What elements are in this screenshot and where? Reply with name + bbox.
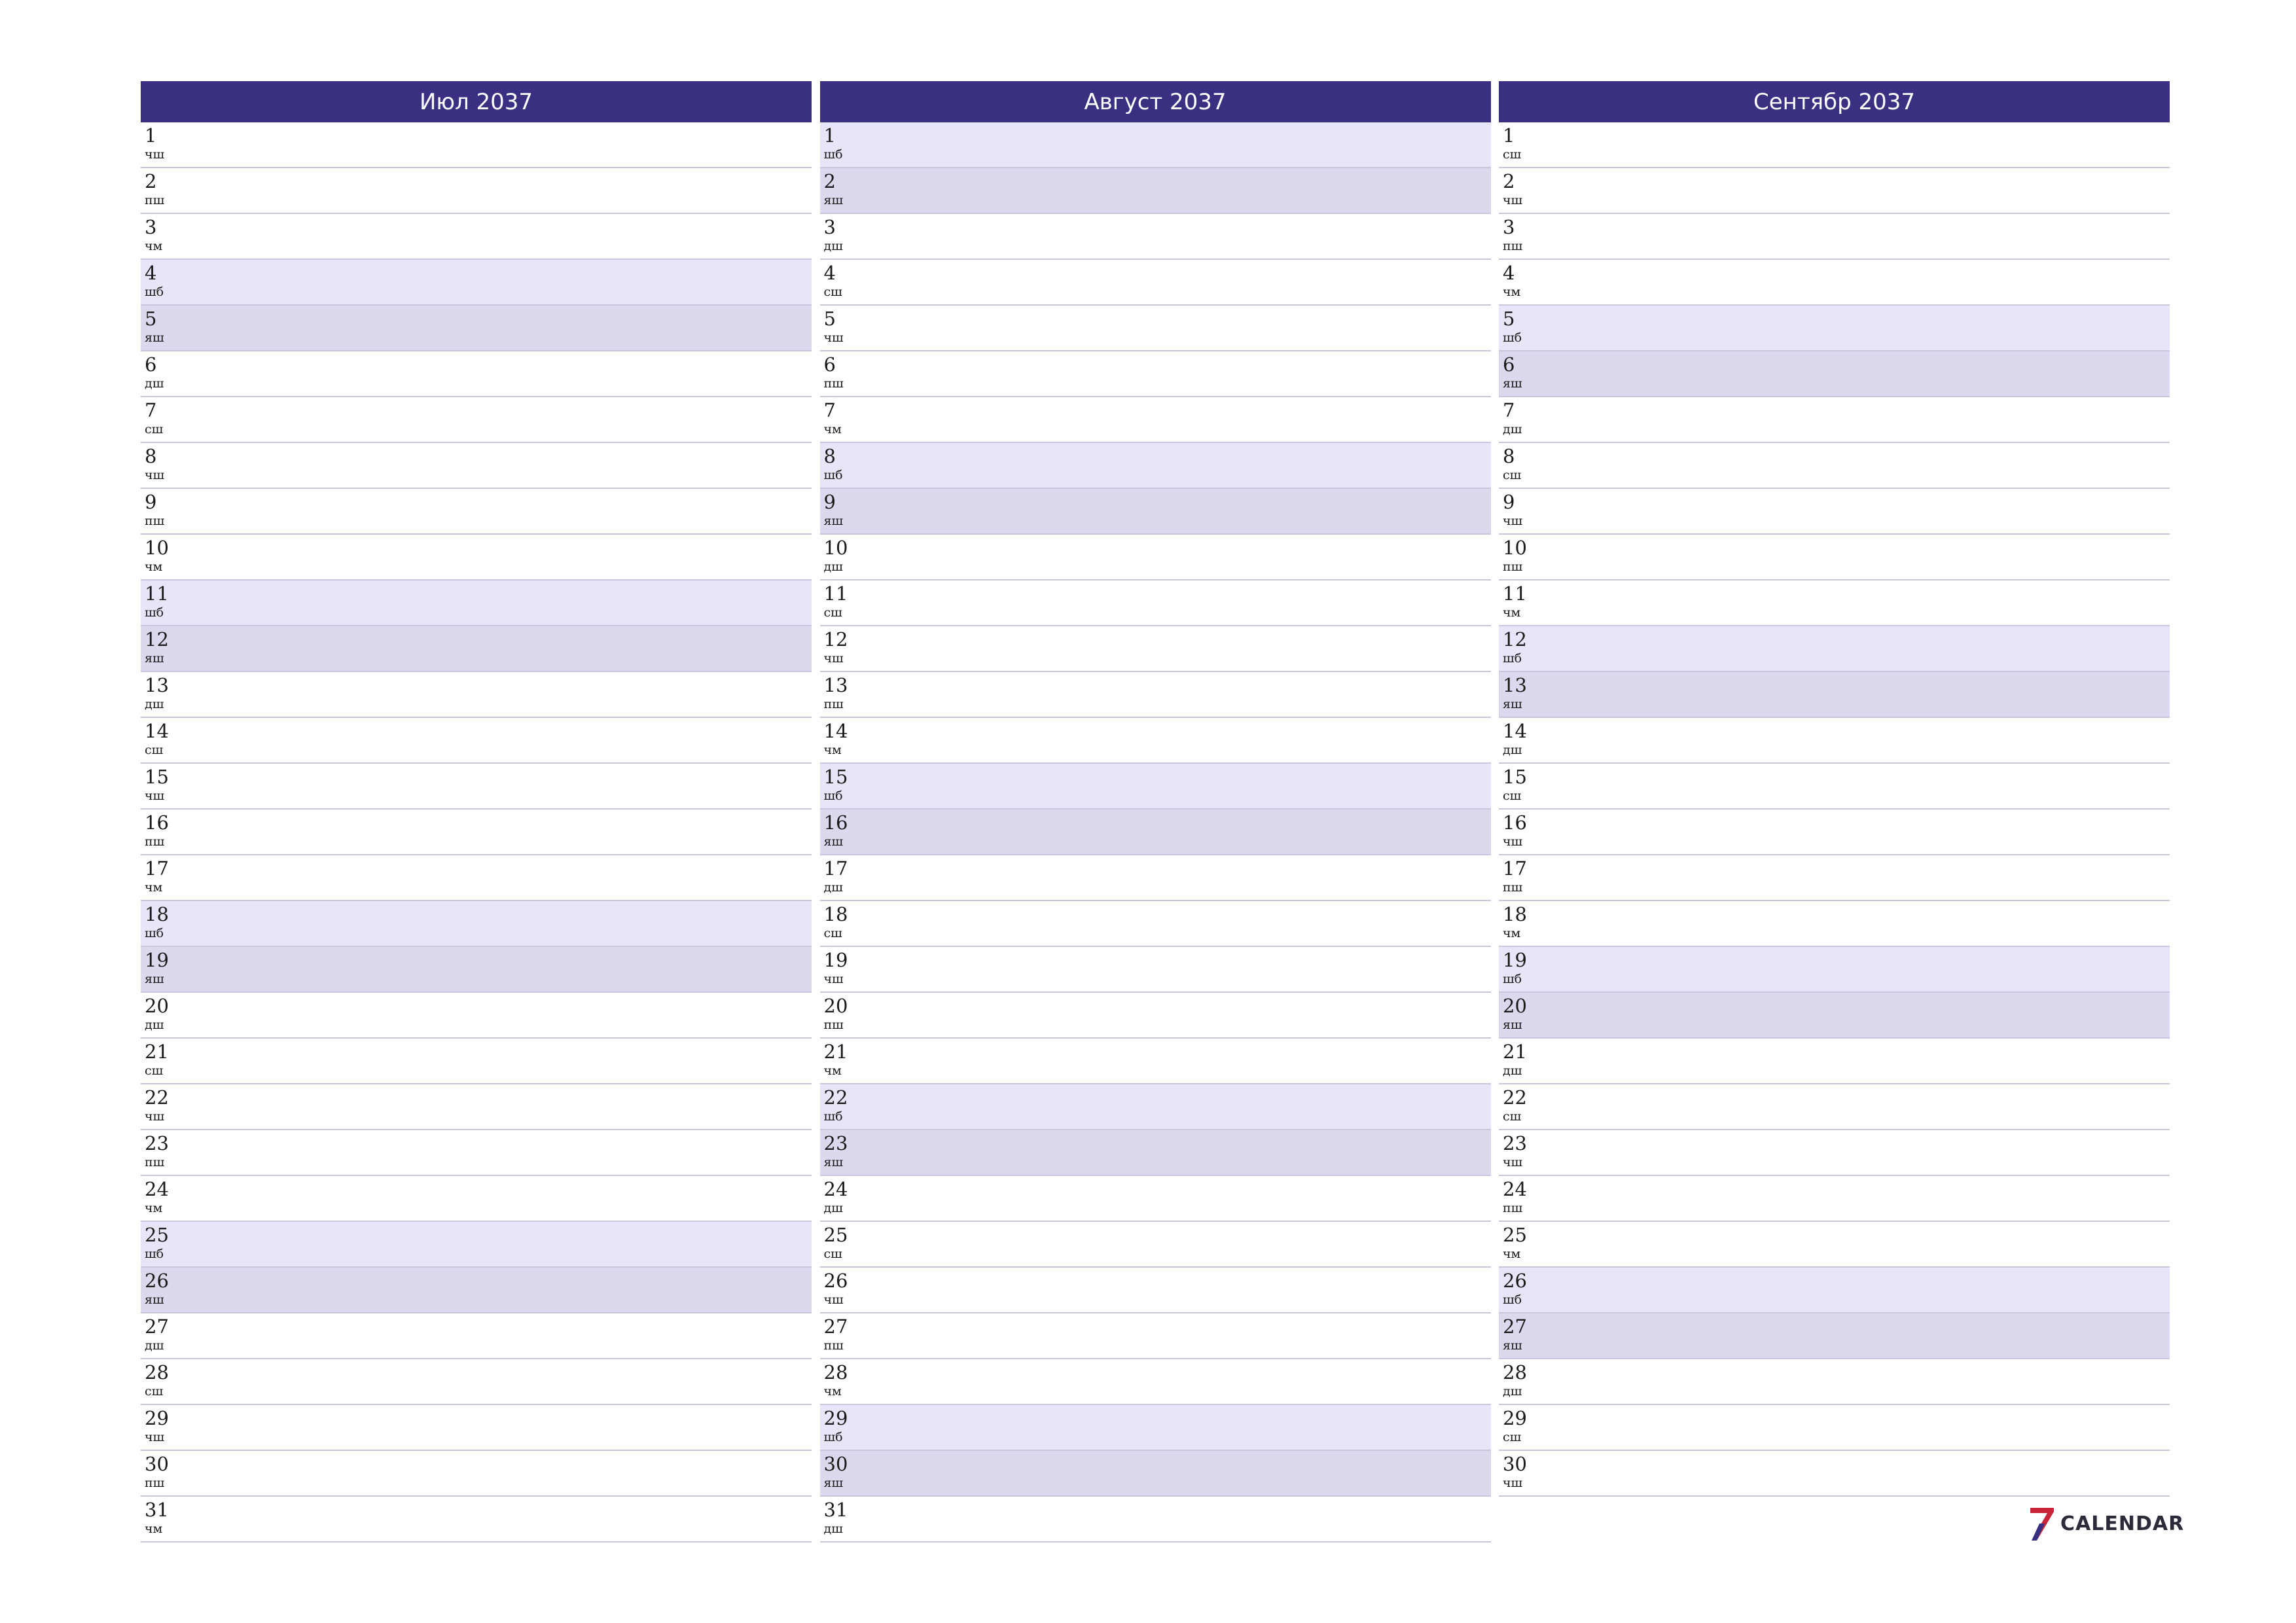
day-number: 21 [145,1041,169,1063]
day-weekday: яш [145,972,164,986]
day-number: 20 [823,995,848,1017]
day-number: 4 [823,262,836,284]
day-row [141,443,812,489]
day-number: 13 [823,674,848,696]
day-weekday: дш [1503,743,1522,757]
day-number: 8 [1503,445,1515,467]
day-number: 3 [145,216,157,238]
day-number: 14 [145,720,169,742]
day-weekday: дш [823,560,843,574]
day-weekday: яш [1503,1338,1522,1353]
day-weekday: пш [823,1338,844,1353]
day-row [820,1222,1491,1268]
day-weekday: чм [1503,926,1521,940]
day-weekday: чш [823,651,844,666]
day-row [141,397,812,443]
day-weekday: сш [823,285,842,299]
day-row [820,672,1491,718]
day-row [1499,947,2170,993]
day-row [1499,1268,2170,1313]
day-number: 27 [145,1315,169,1338]
day-number: 23 [145,1132,169,1154]
day-weekday: пш [1503,880,1523,895]
day-weekday: чм [1503,605,1521,620]
day-row [1499,1359,2170,1405]
day-number: 15 [1503,766,1527,788]
day-number: 31 [823,1499,848,1521]
day-row [141,718,812,764]
day-row [1499,1130,2170,1176]
day-number: 26 [1503,1270,1527,1292]
month-title: Август 2037 [820,81,1491,122]
day-weekday: чш [145,468,165,482]
brand-text: CALENDAR [2060,1512,2185,1535]
day-number: 24 [823,1178,848,1200]
day-number: 21 [1503,1041,1527,1063]
day-row [141,947,812,993]
day-weekday: чм [823,1384,842,1399]
day-row [820,580,1491,626]
day-row [820,489,1491,535]
day-number: 6 [823,353,836,376]
day-row [1499,1405,2170,1451]
day-row [1499,1313,2170,1359]
day-number: 11 [1503,582,1527,605]
day-row [820,764,1491,810]
day-number: 1 [1503,124,1515,147]
day-number: 25 [1503,1224,1527,1246]
day-row [141,764,812,810]
day-number: 27 [1503,1315,1527,1338]
day-row [820,718,1491,764]
day-row [820,260,1491,306]
day-weekday: пш [145,1155,165,1169]
day-weekday: сш [145,1063,164,1078]
day-weekday: чм [145,560,163,574]
day-row [820,122,1491,168]
day-number: 10 [1503,537,1527,559]
day-number: 23 [823,1132,848,1154]
day-row [820,535,1491,580]
day-weekday: дш [1503,1063,1522,1078]
day-row [141,1268,812,1313]
day-number: 29 [823,1407,848,1429]
day-number: 22 [823,1086,848,1109]
day-number: 12 [1503,628,1527,651]
day-number: 3 [1503,216,1515,238]
day-row [141,580,812,626]
day-row [1499,1039,2170,1084]
day-number: 30 [823,1453,848,1475]
day-weekday: дш [823,1201,843,1215]
day-row [141,306,812,351]
day-row [1499,718,2170,764]
day-weekday: пш [823,697,844,711]
day-row [141,672,812,718]
day-weekday: пш [145,193,165,207]
day-row [141,260,812,306]
day-number: 25 [145,1224,169,1246]
brand-logo [2028,1505,2184,1542]
day-weekday: сш [1503,1109,1522,1124]
day-number: 11 [823,582,848,605]
day-weekday: шб [1503,330,1522,345]
day-number: 9 [1503,491,1515,513]
day-row [1499,489,2170,535]
day-number: 6 [145,353,157,376]
day-number: 6 [1503,353,1515,376]
day-row [1499,993,2170,1039]
day-weekday: пш [823,376,844,391]
day-row [141,489,812,535]
day-weekday: сш [823,605,842,620]
day-row [141,168,812,214]
day-number: 5 [145,308,157,330]
day-weekday: дш [1503,1384,1522,1399]
day-weekday: дш [145,376,164,391]
day-weekday: чм [145,1201,163,1215]
day-row [1499,626,2170,672]
day-weekday: яш [823,1155,844,1169]
day-row [820,351,1491,397]
day-number: 9 [145,491,157,513]
day-weekday: шб [145,285,164,299]
day-row [1499,214,2170,260]
day-row [820,810,1491,855]
months-container [141,81,2170,1543]
day-number: 20 [1503,995,1527,1017]
day-row [141,1176,812,1222]
day-row [820,443,1491,489]
day-row [820,1359,1491,1405]
day-number: 16 [1503,812,1527,834]
day-number: 26 [145,1270,169,1292]
day-row [1499,810,2170,855]
day-row [141,626,812,672]
day-number: 10 [145,537,169,559]
day-list [1499,122,2170,1497]
day-number: 1 [145,124,157,147]
day-number: 18 [145,903,169,925]
day-weekday: чм [145,880,163,895]
day-weekday: дш [145,1018,164,1032]
day-number: 28 [823,1361,848,1383]
day-row [1499,397,2170,443]
day-weekday: чш [823,972,844,986]
day-list [141,122,812,1543]
day-number: 13 [1503,674,1527,696]
day-weekday: чш [1503,1155,1523,1169]
day-row [1499,168,2170,214]
day-weekday: чм [145,1522,163,1536]
day-weekday: яш [145,1293,164,1307]
day-weekday: чм [145,239,163,253]
day-number: 5 [823,308,836,330]
day-weekday: шб [823,147,843,162]
day-weekday: сш [1503,147,1522,162]
day-row [141,1222,812,1268]
day-weekday: чш [1503,514,1523,528]
day-weekday: яш [823,193,844,207]
month-august [820,81,1491,1543]
day-weekday: дш [145,1338,164,1353]
day-row [1499,901,2170,947]
day-row [1499,260,2170,306]
day-row [141,1405,812,1451]
day-row [820,1084,1491,1130]
day-row [820,901,1491,947]
day-row [820,1497,1491,1543]
day-number: 17 [823,857,848,880]
day-weekday: чш [145,147,165,162]
day-row [141,214,812,260]
day-row [141,1451,812,1497]
day-row [820,1313,1491,1359]
day-row [820,947,1491,993]
day-number: 8 [823,445,836,467]
day-number: 10 [823,537,848,559]
day-number: 19 [145,949,169,971]
day-weekday: чш [145,1109,165,1124]
day-row [1499,122,2170,168]
day-number: 2 [1503,170,1515,192]
day-number: 4 [145,262,157,284]
day-row [1499,535,2170,580]
day-weekday: шб [823,789,843,803]
day-row [1499,1222,2170,1268]
day-weekday: шб [1503,651,1522,666]
day-row [141,122,812,168]
day-weekday: чш [145,1430,165,1444]
day-number: 27 [823,1315,848,1338]
month-title: Июл 2037 [141,81,812,122]
day-number: 21 [823,1041,848,1063]
day-weekday: шб [823,468,843,482]
day-weekday: яш [823,514,844,528]
day-row [820,214,1491,260]
day-number: 17 [145,857,169,880]
day-row [1499,351,2170,397]
day-number: 18 [1503,903,1527,925]
day-weekday: сш [145,743,164,757]
day-row [820,1268,1491,1313]
seven-logo-icon [2028,1505,2056,1542]
day-row [820,168,1491,214]
day-row [820,1405,1491,1451]
day-number: 29 [1503,1407,1527,1429]
day-row [820,626,1491,672]
day-number: 1 [823,124,836,147]
day-weekday: сш [145,422,164,437]
day-number: 17 [1503,857,1527,880]
day-weekday: яш [145,330,164,345]
day-weekday: сш [823,1247,842,1261]
day-weekday: чм [823,743,842,757]
day-number: 31 [145,1499,169,1521]
day-weekday: сш [145,1384,164,1399]
day-row [141,901,812,947]
day-row [141,1497,812,1543]
day-weekday: яш [145,651,164,666]
day-number: 28 [1503,1361,1527,1383]
day-number: 8 [145,445,157,467]
day-weekday: шб [1503,972,1522,986]
day-row [141,810,812,855]
day-row [1499,1176,2170,1222]
day-weekday: шб [1503,1293,1522,1307]
day-number: 4 [1503,262,1515,284]
day-number: 22 [145,1086,169,1109]
day-weekday: яш [1503,376,1522,391]
day-number: 19 [823,949,848,971]
day-row [1499,443,2170,489]
day-weekday: чш [1503,193,1523,207]
day-number: 23 [1503,1132,1527,1154]
day-list [820,122,1491,1543]
day-weekday: чм [1503,1247,1521,1261]
day-number: 9 [823,491,836,513]
day-number: 12 [823,628,848,651]
day-row [1499,1084,2170,1130]
day-weekday: пш [1503,239,1523,253]
day-row [820,1451,1491,1497]
day-number: 22 [1503,1086,1527,1109]
day-number: 14 [823,720,848,742]
day-number: 25 [823,1224,848,1246]
day-number: 16 [823,812,848,834]
day-number: 24 [145,1178,169,1200]
day-weekday: шб [145,1247,164,1261]
day-weekday: чм [823,1063,842,1078]
day-row [1499,580,2170,626]
day-row [820,397,1491,443]
day-number: 15 [823,766,848,788]
day-weekday: дш [823,880,843,895]
day-number: 19 [1503,949,1527,971]
day-number: 30 [145,1453,169,1475]
day-row [141,351,812,397]
day-number: 20 [145,995,169,1017]
day-row [1499,764,2170,810]
day-weekday: пш [823,1018,844,1032]
day-row [1499,1451,2170,1497]
day-weekday: чш [1503,834,1523,849]
day-weekday: сш [1503,1430,1522,1444]
day-row [141,1084,812,1130]
day-number: 12 [145,628,169,651]
day-weekday: пш [145,1476,165,1490]
day-weekday: дш [823,239,843,253]
day-row [820,993,1491,1039]
day-row [820,1039,1491,1084]
day-row [820,855,1491,901]
day-number: 2 [823,170,836,192]
month-july [141,81,812,1543]
day-weekday: чш [823,330,844,345]
day-weekday: яш [1503,697,1522,711]
day-weekday: яш [823,834,844,849]
day-row [1499,855,2170,901]
day-number: 2 [145,170,157,192]
day-row [1499,672,2170,718]
day-row [141,1039,812,1084]
day-number: 7 [1503,399,1515,421]
day-number: 5 [1503,308,1515,330]
day-weekday: яш [1503,1018,1522,1032]
day-number: 14 [1503,720,1527,742]
day-weekday: сш [1503,468,1522,482]
day-weekday: чш [823,1293,844,1307]
day-weekday: чш [1503,1476,1523,1490]
day-row [820,306,1491,351]
day-row [141,1313,812,1359]
day-row [141,535,812,580]
day-weekday: пш [1503,1201,1523,1215]
day-number: 15 [145,766,169,788]
day-number: 30 [1503,1453,1527,1475]
month-september [1499,81,2170,1543]
day-weekday: сш [823,926,842,940]
day-weekday: сш [1503,789,1522,803]
day-number: 29 [145,1407,169,1429]
day-number: 7 [823,399,836,421]
day-weekday: яш [823,1476,844,1490]
day-weekday: пш [1503,560,1523,574]
month-title: Сентябр 2037 [1499,81,2170,122]
day-row [820,1176,1491,1222]
day-number: 7 [145,399,157,421]
day-weekday: шб [823,1109,843,1124]
day-weekday: чш [145,789,165,803]
day-number: 18 [823,903,848,925]
day-weekday: пш [145,834,165,849]
day-row [141,1359,812,1405]
day-number: 26 [823,1270,848,1292]
day-weekday: чм [823,422,842,437]
day-number: 24 [1503,1178,1527,1200]
day-row [141,1130,812,1176]
day-number: 3 [823,216,836,238]
day-number: 13 [145,674,169,696]
day-weekday: шб [145,605,164,620]
day-row [1499,306,2170,351]
day-number: 11 [145,582,169,605]
day-number: 28 [145,1361,169,1383]
day-row [141,993,812,1039]
day-weekday: чм [1503,285,1521,299]
day-weekday: дш [145,697,164,711]
day-weekday: дш [823,1522,843,1536]
day-number: 16 [145,812,169,834]
day-weekday: дш [1503,422,1522,437]
day-weekday: шб [823,1430,843,1444]
day-weekday: шб [145,926,164,940]
day-row [141,855,812,901]
day-weekday: пш [145,514,165,528]
day-row [820,1130,1491,1176]
